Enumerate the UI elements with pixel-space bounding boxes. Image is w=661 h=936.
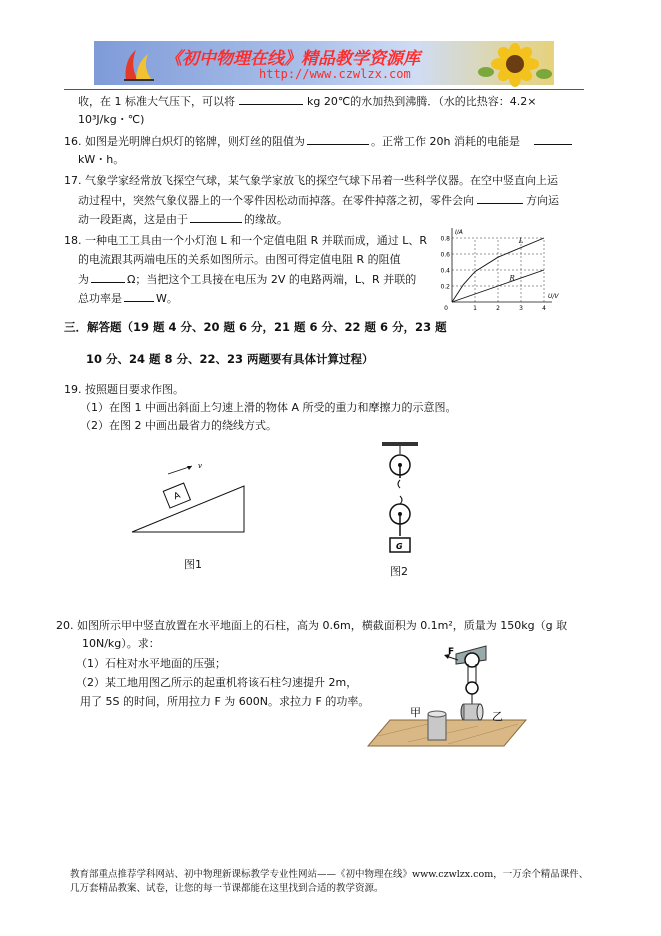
y-tick-label: 0.2 <box>440 283 450 291</box>
q18-text-a: 为 <box>78 273 89 286</box>
label-yi: 乙 <box>492 710 503 723</box>
iv-chart <box>438 222 559 314</box>
q16-blank-2[interactable] <box>534 134 572 145</box>
q18-blank-2[interactable] <box>124 291 154 302</box>
y-tick-label: 0.8 <box>440 235 450 243</box>
q16-text-a: 16. 如图是光明牌白炽灯的铭牌，则灯丝的阻值为 <box>64 135 305 148</box>
q20-line5: 用了 5S 的时间，所用拉力 F 为 600N。求拉力 F 的功率。 <box>80 695 370 708</box>
x-axis-label: U/V <box>548 293 559 300</box>
q15-text-b: kg 20℃的水加热到沸腾．（水的比热容：4.2× <box>307 95 537 108</box>
q20-line3: （1）石柱对水平地面的压强； <box>76 657 226 670</box>
q17-text-d: 的缘故。 <box>244 213 288 226</box>
incline-figure <box>128 456 252 536</box>
q18-text-d: W。 <box>156 292 178 305</box>
q18-line3 <box>78 272 416 287</box>
q17-text-c: 动一段距离，这是由于 <box>78 213 188 226</box>
q17-line3 <box>78 212 288 227</box>
q19-line3: （2）在图 2 中画出最省力的绕线方式。 <box>80 419 277 432</box>
q20-line4: （2）某工地用图乙所示的起重机将该石柱匀速提升 2m， <box>76 676 358 689</box>
page-footer <box>70 868 588 896</box>
q15-blank[interactable] <box>239 94 303 105</box>
fig1-caption: 图1 <box>184 558 202 571</box>
q17-text-b: 方向运 <box>526 194 559 207</box>
crane-figure <box>368 646 526 750</box>
header-rule <box>64 89 584 90</box>
x-tick-label: 4 <box>542 305 546 312</box>
q16-line1 <box>64 134 572 149</box>
pulley-figure <box>378 440 422 560</box>
velocity-arrow-head <box>187 466 192 470</box>
q18-line2: 的电流跟其两端电压的关系如图所示。由图可得定值电阻 R 的阻值 <box>78 253 401 266</box>
series-label-r: R <box>509 274 515 283</box>
force-label: F <box>448 647 455 657</box>
x-tick-label: 1 <box>473 305 477 312</box>
x-tick-label: 3 <box>519 305 523 312</box>
x-tick-label: 2 <box>496 305 500 312</box>
q17-line2 <box>78 193 559 208</box>
q15-text-a: 收，在 1 标准大气压下，可以将 <box>78 95 235 108</box>
q20-line2: 10N/kg）。求： <box>82 637 160 650</box>
y-tick-label: 0.4 <box>440 267 450 275</box>
crane-movable-pulley <box>466 682 478 694</box>
section3-heading: 三．解答题（19 题 4 分、20 题 6 分，21 题 6 分、22 题 6 分，23 题 <box>64 320 447 334</box>
q18-line4 <box>78 291 178 306</box>
x-tick-label: 0 <box>444 305 448 312</box>
q17-line1: 17. 气象学家经常放飞探空气球，某气象学家放飞的探空气球下吊着一些科学仪器。在空中竖直向上运 <box>64 174 558 187</box>
q18-text-c: 总功率是 <box>78 292 122 305</box>
footer-line1: 教育部重点推荐学科网站、初中物理新课标教学专业性网站——《初中物理在线》www.czwlzx.com，一万余个精品课件、 <box>70 869 589 880</box>
q16-blank-1[interactable] <box>307 134 369 145</box>
y-axis-label: I/A <box>455 229 463 236</box>
q17-blank-2[interactable] <box>190 212 242 223</box>
series-label-l: L <box>518 236 524 245</box>
q18-blank-1[interactable] <box>91 272 125 283</box>
q17-text-a: 动过程中，突然气象仪器上的一个零件因松动而掉落。在零件掉落之初，零件会向 <box>78 194 474 207</box>
weight-label: G <box>396 542 403 551</box>
label-jia: 甲 <box>410 706 421 719</box>
site-logo-icon <box>118 46 158 82</box>
q16-line2: kW・h。 <box>78 153 125 166</box>
q17-blank-1[interactable] <box>477 193 523 204</box>
footer-line2: 几万套精品教案、试卷，让您的每一节课都能在这里找到合适的教学资源。 <box>70 883 384 894</box>
q19-line2: （1）在图 1 中画出斜面上匀速上滑的物体 A 所受的重力和摩擦力的示意图。 <box>80 401 457 414</box>
sunflower-icon <box>478 44 552 84</box>
q15-line1 <box>78 94 536 109</box>
q19-line1: 19. 按照题目要求作图。 <box>64 383 184 396</box>
q16-text-b: 。正常工作 20h 消耗的电能是 <box>371 135 520 148</box>
velocity-label: v <box>198 462 202 470</box>
block-a-label: A <box>172 490 183 503</box>
q18-line1: 18. 一种电工工具由一个小灯泡 L 和一个定值电阻 R 并联而成，通过 L、R <box>64 234 428 247</box>
banner-title: 《初中物理在线》精品教学资源库 <box>165 49 420 69</box>
y-tick-label: 0.6 <box>440 251 450 259</box>
q18-text-b: Ω；当把这个工具接在电压为 2V 的电路两端，L、R 并联的 <box>127 273 417 286</box>
crane-fixed-pulley <box>465 653 479 667</box>
section3-heading-cont: 10 分、24 题 8 分、22、23 两题要有具体计算过程） <box>86 352 374 366</box>
q20-line1: 20. 如图所示甲中竖直放置在水平地面上的石柱，高为 0.6m，横截面积为 0.1m²，质量为 150kg（g 取 <box>56 619 568 632</box>
fig2-caption: 图2 <box>390 565 408 578</box>
stone-pillar-jia <box>428 714 446 740</box>
q15-line2: 10³J/kg・℃) <box>78 113 145 126</box>
banner-url[interactable]: http://www.czwlzx.com <box>259 67 411 81</box>
ceiling <box>382 442 418 446</box>
